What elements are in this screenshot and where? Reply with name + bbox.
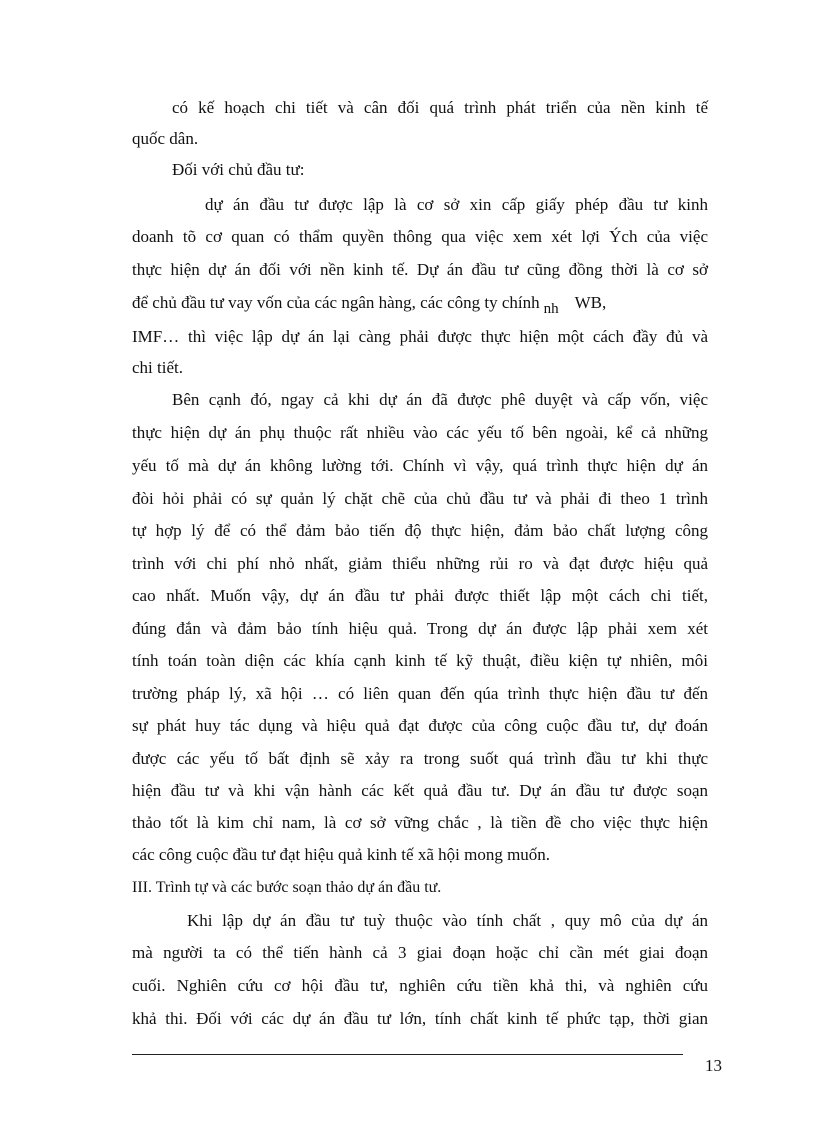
para2-line-1: Bên cạnh đó, ngay cả khi dự án đã được phê duyệt và cấp vốn, việc [172, 390, 708, 409]
para2-line-15: các công cuộc đầu tư đạt hiệu quả kinh tế xã hội mong muốn. [132, 845, 551, 864]
para2-line-4: đòi hỏi phải có sự quản lý chặt chẽ của chủ đầu tư và phải đi theo 1 trình [132, 489, 708, 508]
para2-line-9: tính toán toàn diện các khía cạnh kinh tế kỹ thuật, điều kiện tự nhiên, môi [132, 651, 708, 670]
para2-line-14: thảo tốt là kim chỉ nam, là cơ sở vững chắc , là tiền đề cho việc thực hiện [132, 813, 708, 832]
para1-line-2: doanh tõ cơ quan có thẩm quyền thông qua việc xem xét lợi Ých của việc [132, 227, 708, 246]
para2-line-12: được các yếu tố bất định sẽ xảy ra trong suốt quá trình đầu tư khi thực [132, 749, 708, 768]
para2-line-11: sự phát huy tác dụng và hiệu quả đạt được của công cuộc đầu tư, dự đoán [132, 716, 708, 735]
para1-subscript: nh [543, 301, 559, 317]
page-number: 13 [705, 1056, 722, 1075]
para1-line-3: thực hiện dự án đối với nền kinh tế. Dự án đầu tư cũng đồng thời là cơ sở [132, 260, 708, 279]
para2-line-5: tự hợp lý để có thể đảm bảo tiến độ thực hiện, đảm bảo chất lượng công [132, 521, 708, 540]
intro-line-2: quốc dân. [132, 129, 199, 148]
para3-line-4: khả thi. Đối với các dự án đầu tư lớn, tính chất kinh tế phức tạp, thời gian [132, 1009, 708, 1028]
para3-line-2: mà người ta có thể tiến hành cả 3 giai đoạn hoặc chỉ cần mét giai đoạn [132, 943, 708, 962]
para2-line-2: thực hiện dự án phụ thuộc rất nhiều vào các yếu tố bên ngoài, kể cả những [132, 423, 708, 442]
para3-line-1: Khi lập dự án đầu tư tuỳ thuộc vào tính chất , quy mô của dự án [187, 911, 708, 930]
footer-rule [132, 1054, 683, 1055]
para2-line-7: cao nhất. Muốn vậy, dự án đầu tư phải được thiết lập một cách chi tiết, [132, 586, 708, 605]
para2-line-10: trường pháp lý, xã hội … có liên quan đến qúa trình thực hiện đầu tư đến [132, 684, 708, 703]
section-heading: III. Trình tự và các bước soạn thảo dự án đầu tư. [132, 879, 442, 896]
para1-line-1: dự án đầu tư được lập là cơ sở xin cấp giấy phép đầu tư kinh [205, 195, 708, 214]
para1-line-4-text: để chủ đầu tư vay vốn của các ngân hàng, các công ty chính [132, 293, 540, 312]
para3-line-3: cuối. Nghiên cứu cơ hội đầu tư, nghiên cứu tiền khả thi, và nghiên cứu [132, 976, 708, 995]
investor-heading: Đối với chủ đầu tư: [172, 160, 305, 179]
para2-line-3: yếu tố mà dự án không lường tới. Chính vì vậy, quá trình thực hiện dự án [132, 456, 708, 475]
para1-line-5: IMF… thì việc lập dự án lại càng phải được thực hiện một cách đầy đủ và [132, 327, 708, 346]
para1-line-6: chi tiết. [132, 358, 183, 377]
para2-line-8: đúng đắn và đảm bảo tính hiệu quả. Trong dự án được lập phải xem xét [132, 619, 708, 638]
para2-line-6: trình với chi phí nhỏ nhất, giảm thiểu những rủi ro và đạt được hiệu quả [132, 554, 708, 573]
para1-line-4-tail: WB, [574, 293, 607, 312]
para2-line-13: hiện đầu tư và khi vận hành các kết quả đầu tư. Dự án đầu tư được soạn [132, 781, 708, 800]
intro-line-1: có kế hoạch chi tiết và cân đối quá trình phát triển của nền kinh tế [172, 98, 708, 117]
para1-line-4 [132, 292, 708, 315]
